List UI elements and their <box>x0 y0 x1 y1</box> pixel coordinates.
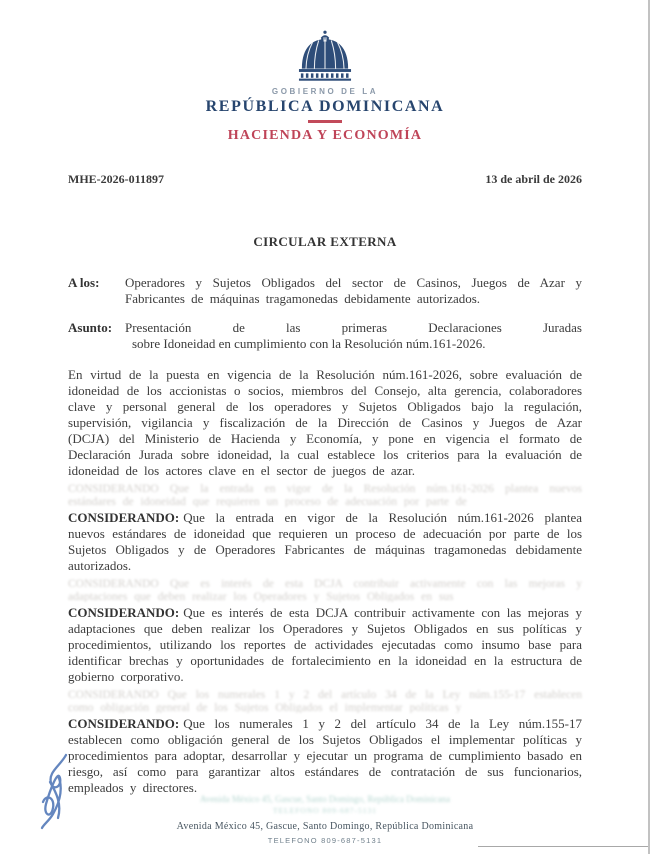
bleedthrough-text: CONSIDERANDO Que los numerales 1 y 2 del artículo 34 de la Ley núm.155-17 establecen como obligación general de los Sujetos Obligados el implementar políticas y <box>68 689 582 713</box>
government-tagline: GOBIERNO DE LA <box>271 87 379 96</box>
considerando-label: CONSIDERANDO: <box>68 510 180 525</box>
document-title: CIRCULAR EXTERNA <box>253 234 397 249</box>
footer-bleedthrough <box>0 794 650 816</box>
footer-phone: TELEFONO 809-687-5131 <box>267 836 383 845</box>
bleedthrough-text: CONSIDERANDO Que la entrada en vigor de la Resolución núm.161-2026 plantea nuevos estándares de idoneidad que requieren un proceso de adecuación por parte de <box>68 483 582 507</box>
reference-number: MHE-2026-011897 <box>68 172 164 186</box>
recipients-block <box>68 275 582 307</box>
country-name: REPÚBLICA DOMINICANA <box>205 98 445 115</box>
scan-edge-bottom <box>478 846 648 847</box>
footer-address: Avenida México 45, Gascue, Santo Domingo, República Dominicana <box>176 821 474 832</box>
intro-paragraph: En virtud de la puesta en vigencia de la Resolución núm.161-2026, sobre evaluación de idoneidad de los accionistas o socios, miembros del Consejo, alta gerencia, colaboradores clave y personal general de los operadores y Sujetos Obligados bajo la regulación, supervisión, vigilancia y fiscalización de la Dirección de Casinos y Juegos de Azar (DCJA) del Ministerio de Hacienda y Economía, y pone en vigencia el formato de Declaración Jurada sobre idoneidad, la cual establece los criterios para la evaluación de idoneidad de los actores clave en el sector de juegos de azar. <box>68 367 582 478</box>
footer <box>0 794 650 845</box>
recipients-text: Operadores y Sujetos Obligados del sector de Casinos, Juegos de Azar y Fabricantes de máquinas tragamonedas debidamente autorizados. <box>125 275 582 306</box>
document-body <box>68 172 582 796</box>
considerando-text-2: Que es interés de esta DCJA contribuir activamente con las mejoras y adaptaciones que deben realizar los Operadores y Sujetos Obligados en sus políticas y procedimientos, utilizando los reportes de actividades ejecutadas como insumo base para identificar brechas y oportunidades de fortalecimiento en la idoneidad en la estructura de gobierno corporativo. <box>68 605 582 684</box>
footer-bleedthrough-phone: TELEFONO 809-687-5131 <box>272 806 378 815</box>
considerando-paragraph-2 <box>68 605 582 685</box>
subject-text <box>125 320 582 352</box>
subject-block <box>68 320 582 352</box>
subject-label: Asunto: <box>68 320 113 335</box>
considerando-text-1: Que la entrada en vigor de la Resolución núm.161-2026 plantea nuevos estándares de idoneidad que requieren un proceso de adecuación por parte de los Sujetos Obligados y de Operadores Fabricantes de máquinas tragamonedas debidamente autorizados. <box>68 510 582 573</box>
considerando-label: CONSIDERANDO: <box>68 716 180 731</box>
recipients-label: A los: <box>68 275 100 290</box>
reference-row <box>68 172 582 187</box>
bleedthrough-text: CONSIDERANDO Que es interés de esta DCJA contribuir activamente con las mejoras y adaptaciones que deben realizar los Operadores y Sujetos Obligados en sus <box>68 578 582 602</box>
footer-bleedthrough-address: Avenida México 45, Gascue, Santo Domingo, República Dominicana <box>199 794 451 804</box>
subject-line2: sobre Idoneidad en cumplimiento con la Resolución núm.161-2026. <box>132 336 486 351</box>
considerando-paragraph-1 <box>68 510 582 574</box>
considerando-label: CONSIDERANDO: <box>68 605 180 620</box>
letterhead <box>0 0 650 144</box>
ministry-name: HACIENDA Y ECONOMÍA <box>227 128 423 143</box>
considerando-paragraph-3 <box>68 716 582 796</box>
red-divider <box>308 120 342 123</box>
national-palace-dome-icon <box>294 30 356 84</box>
considerando-text-3: Que los numerales 1 y 2 del artículo 34 de la Ley núm.155-17 establecen como obligación general de los Sujetos Obligados el implementar políticas y procedimientos para adoptar, desarrollar y ejecutar un programa de cumplimiento basado en riesgo, así como para garantizar altos estándares de contratación de sus funcionarios, empleados y directores. <box>68 716 582 795</box>
document-date: 13 de abril de 2026 <box>485 172 582 186</box>
subject-line1: Presentación de las primeras Declaraciones Juradas <box>125 320 582 335</box>
